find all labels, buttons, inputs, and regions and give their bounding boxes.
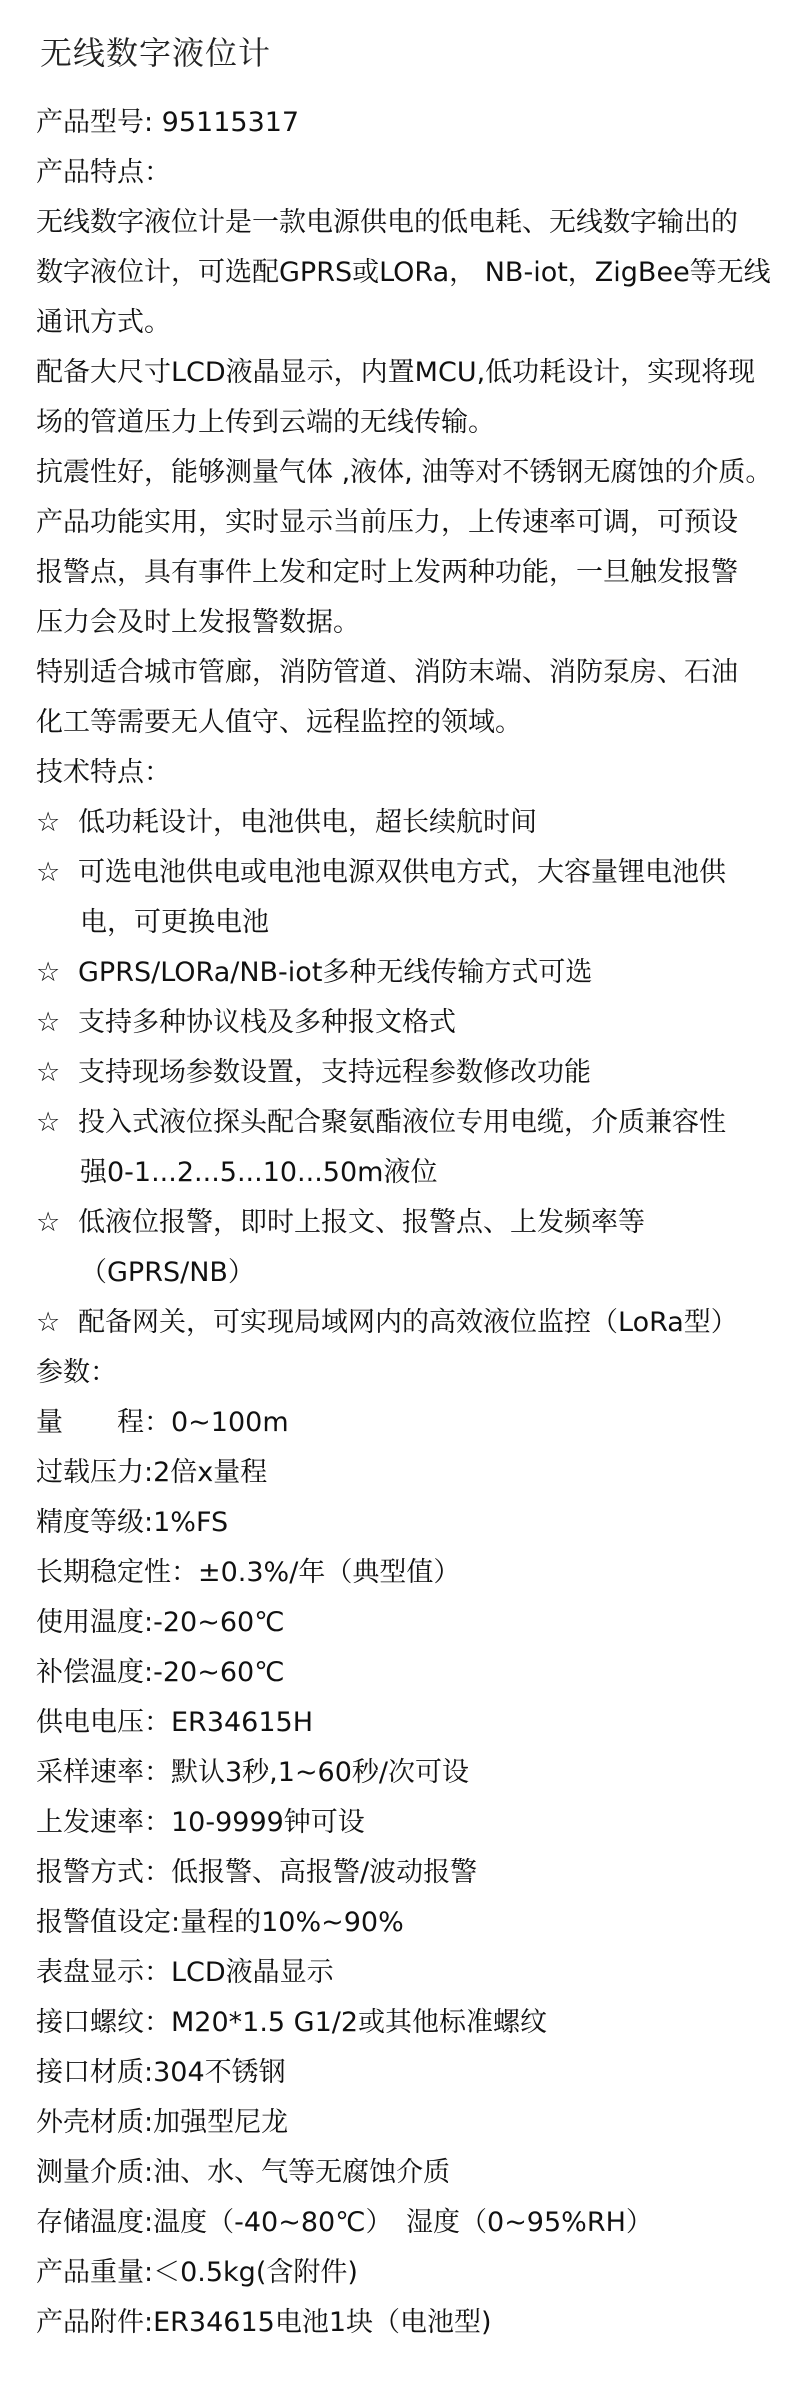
tech-heading: 技术特点：	[36, 757, 171, 788]
param-label: 报警方式：	[36, 1857, 171, 1888]
param-row	[36, 2148, 786, 2198]
param-row	[36, 1748, 786, 1798]
param-label: 供电电压：	[36, 1707, 171, 1738]
star-icon: ☆	[36, 1057, 61, 1088]
tech-item	[36, 998, 786, 1048]
param-value: 油、水、气等无腐蚀介质	[153, 2157, 451, 2188]
description-line: 通讯方式。	[36, 307, 171, 338]
param-value: 温度（-40~80℃） 湿度（0~95%RH）	[153, 2207, 653, 2238]
tech-item-text: 支持多种协议栈及多种报文格式	[78, 1007, 456, 1038]
param-label: 产品附件:	[36, 2307, 154, 2338]
tech-item-text: GPRS/LORa/NB-iot多种无线传输方式可选	[78, 957, 593, 988]
param-row	[36, 2248, 786, 2298]
param-label: 过载压力:	[36, 1457, 154, 1488]
param-label: 存储温度:	[36, 2207, 154, 2238]
tech-item-text: 投入式液位探头配合聚氨酯液位专用电缆，介质兼容性	[78, 1107, 726, 1138]
param-value: LCD液晶显示	[171, 1957, 334, 1988]
tech-item-text: 低液位报警，即时上报文、报警点、上发频率等	[78, 1207, 645, 1238]
tech-item	[36, 1298, 786, 1348]
param-row	[36, 1798, 786, 1848]
param-row	[36, 1948, 786, 1998]
tech-item-continuation: 强0-1...2...5...10...50m液位	[80, 1157, 438, 1188]
tech-item-continuation: 电，可更换电池	[80, 907, 269, 938]
param-row	[36, 1598, 786, 1648]
param-value: 10-9999钟可设	[171, 1807, 365, 1838]
star-icon: ☆	[36, 1107, 61, 1138]
param-row	[36, 1648, 786, 1698]
param-label: 上发速率：	[36, 1807, 171, 1838]
star-icon: ☆	[36, 1207, 61, 1238]
param-value: ＜0.5kg(含附件)	[153, 2257, 358, 2288]
param-value: 低报警、高报警/波动报警	[171, 1857, 478, 1888]
param-value: 304不锈钢	[153, 2057, 286, 2088]
description-line: 报警点，具有事件上发和定时上发两种功能，一旦触发报警	[36, 557, 738, 588]
params-heading: 参数：	[36, 1357, 117, 1388]
param-label: 量 程：	[36, 1407, 171, 1438]
tech-item	[36, 948, 786, 998]
star-icon: ☆	[36, 957, 61, 988]
description-line: 产品功能实用，实时显示当前压力，上传速率可调，可预设	[36, 507, 738, 538]
param-value: ER34615电池1块（电池型)	[153, 2307, 492, 2338]
param-value: -20~60℃	[153, 1657, 285, 1688]
tech-item	[36, 848, 786, 898]
star-icon: ☆	[36, 857, 61, 888]
model-number: 产品型号: 95115317	[36, 107, 300, 138]
param-label: 接口螺纹：	[36, 2007, 171, 2038]
tech-item	[36, 798, 786, 848]
tech-item-text: 低功耗设计，电池供电，超长续航时间	[78, 807, 537, 838]
param-row	[36, 2198, 786, 2248]
description-line: 无线数字液位计是一款电源供电的低电耗、无线数字输出的	[36, 207, 738, 238]
param-row	[36, 2098, 786, 2148]
description-line: 压力会及时上发报警数据。	[36, 607, 360, 638]
star-icon: ☆	[36, 1307, 61, 1338]
param-row	[36, 1898, 786, 1948]
param-row	[36, 1698, 786, 1748]
description-line: 数字液位计，可选配GPRS或LORa， NB-iot，ZigBee等无线	[36, 257, 771, 288]
tech-item-text: 支持现场参数设置，支持远程参数修改功能	[78, 1057, 591, 1088]
star-icon: ☆	[36, 807, 61, 838]
param-label: 产品重量:	[36, 2257, 154, 2288]
param-row	[36, 2298, 786, 2348]
tech-item	[36, 1198, 786, 1248]
param-value: 2倍x量程	[153, 1457, 268, 1488]
param-value: M20*1.5 G1/2或其他标准螺纹	[171, 2007, 548, 2038]
param-row	[36, 2048, 786, 2098]
tech-item	[36, 1098, 786, 1148]
tech-item-text: 配备网关，可实现局域网内的高效液位监控（LoRa型）	[78, 1307, 738, 1338]
tech-item-continuation: （GPRS/NB）	[80, 1257, 255, 1288]
tech-item	[36, 1048, 786, 1098]
description-line: 特别适合城市管廊，消防管道、消防末端、消防泵房、石油	[36, 657, 738, 688]
param-label: 精度等级:	[36, 1507, 154, 1538]
spec-content	[36, 98, 786, 2348]
param-label: 外壳材质:	[36, 2107, 154, 2138]
param-value: 量程的10%~90%	[180, 1907, 404, 1938]
param-label: 表盘显示：	[36, 1957, 171, 1988]
description-line: 抗震性好，能够测量气体 ,液体, 油等对不锈钢无腐蚀的介质。	[36, 457, 773, 488]
param-value: ER34615H	[171, 1707, 314, 1738]
param-row	[36, 1548, 786, 1598]
description-line: 场的管道压力上传到云端的无线传输。	[36, 407, 495, 438]
description-line: 化工等需要无人值守、远程监控的领域。	[36, 707, 522, 738]
star-icon: ☆	[36, 1007, 61, 1038]
param-row	[36, 1448, 786, 1498]
param-label: 测量介质:	[36, 2157, 154, 2188]
param-row	[36, 1848, 786, 1898]
param-value: 默认3秒,1~60秒/次可设	[171, 1757, 470, 1788]
description-line: 配备大尺寸LCD液晶显示，内置MCU,低功耗设计，实现将现	[36, 357, 756, 388]
param-row	[36, 1998, 786, 2048]
page-title: 无线数字液位计	[40, 34, 272, 72]
param-value: 加强型尼龙	[153, 2107, 289, 2138]
param-label: 接口材质:	[36, 2057, 154, 2088]
features-heading: 产品特点：	[36, 157, 171, 188]
param-value: 1%FS	[153, 1507, 229, 1538]
param-label: 补偿温度:	[36, 1657, 154, 1688]
param-label: 长期稳定性：	[36, 1557, 198, 1588]
param-value: -20~60℃	[153, 1607, 285, 1638]
param-row	[36, 1498, 786, 1548]
param-row	[36, 1398, 786, 1448]
param-value: 0~100m	[171, 1407, 289, 1438]
param-value: ±0.3%/年（典型值）	[198, 1557, 461, 1588]
param-label: 使用温度:	[36, 1607, 154, 1638]
tech-item-text: 可选电池供电或电池电源双供电方式，大容量锂电池供	[78, 857, 726, 888]
param-label: 报警值设定:	[36, 1907, 181, 1938]
param-label: 采样速率：	[36, 1757, 171, 1788]
